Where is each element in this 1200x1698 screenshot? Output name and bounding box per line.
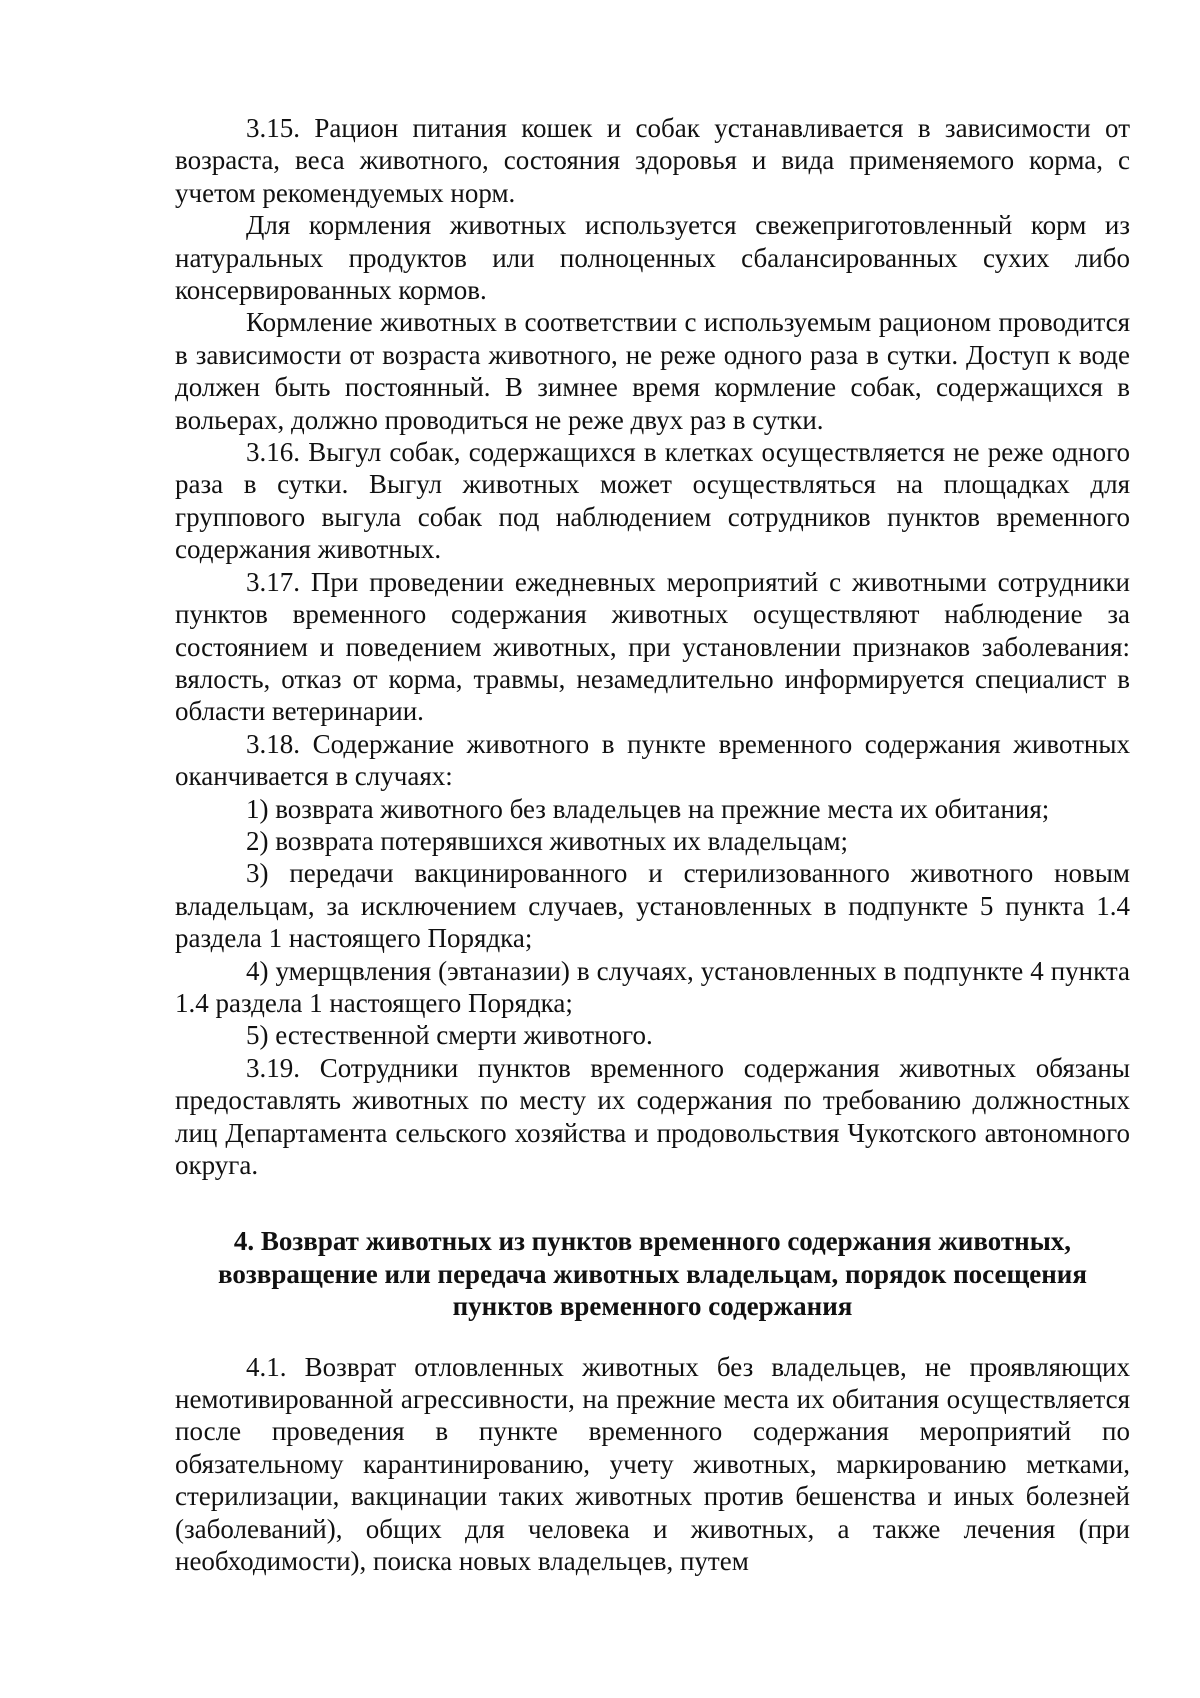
paragraph-3-15-feed: Для кормления животных используется свежеприготовленный корм из натуральных продуктов или полноценных сбалансированных сухих либо консервированных кормов. — [175, 210, 1130, 306]
list-item-3-18-5: 5) естественной смерти животного. — [246, 1020, 653, 1051]
list-item-3-18-2: 2) возврата потерявшихся животных их владельцам; — [246, 825, 849, 856]
paragraph-3-15: 3.15. Рацион питания кошек и собак устанавливается в зависимости от возраста, веса животного, состояния здоровья и вида применяемого корма, с учетом рекомендуемых норм. — [175, 113, 1130, 208]
paragraph-3-16: 3.16. Выгул собак, содержащихся в клетках осуществляется не реже одного раза в сутки. Выгул животных может осуществляться на площадках для группового выгула собак под наблюдением сотрудников пунктов временного содержания животных. — [175, 437, 1130, 565]
heading-line-2: возвращение или передача животных владельцам, порядок посещения — [218, 1258, 1087, 1289]
paragraph-3-19: 3.19. Сотрудники пунктов временного содержания животных обязаны предоставлять животных по месту их содержания по требованию должностных лиц Департамента сельского хозяйства и продовольствия Чукотского автономного округа. — [175, 1052, 1130, 1180]
document-page — [175, 112, 1130, 1577]
section-4-heading — [175, 1225, 1130, 1322]
list-item-3-18-1: 1) возврата животного без владельцев на прежние места их обитания; — [246, 793, 1050, 824]
paragraph-3-18: 3.18. Содержание животного в пункте временного содержания животных оканчивается в случаях: — [175, 728, 1130, 792]
heading-line-1: 4. Возврат животных из пунктов временного содержания животных, — [233, 1226, 1072, 1257]
paragraph-4-1: 4.1. Возврат отловленных животных без владельцев, не проявляющих немотивированной агрессивности, на прежние места их обитания осуществляется после проведения в пункте временного содержания мероприятий по обязательному карантинированию, учету животных, маркированию метками, стерилизации, вакцинации таких животных против бешенства и иных болезней (заболеваний), общих для человека и животных, а также лечения (при необходимости), поиска новых владельцев, путем — [175, 1351, 1130, 1577]
paragraph-3-15-schedule: Кормление животных в соответствии с используемым рационом проводится в зависимости от возраста животного, не реже одного раза в сутки. Доступ к воде должен быть постоянный. В зимнее время кормление собак, содержащихся в вольерах, должно проводиться не реже двух раз в сутки. — [175, 307, 1130, 435]
heading-line-3: пунктов временного содержания — [452, 1291, 853, 1322]
paragraph-3-17: 3.17. При проведении ежедневных мероприятий с животными сотрудники пунктов временного содержания животных осуществляют наблюдение за состоянием и поведением животных, при установлении признаков заболевания: вялость, отказ от корма, травмы, незамедлительно информируется специалист в области ветеринарии. — [175, 566, 1130, 727]
list-item-3-18-4: 4) умерщвления (эвтаназии) в случаях, установленных в подпункте 4 пункта 1.4 раздела 1 настоящего Порядка; — [175, 955, 1130, 1018]
list-item-3-18-3: 3) передачи вакцинированного и стерилизованного животного новым владельцам, за исключением случаев, установленных в подпункте 5 пункта 1.4 раздела 1 настоящего Порядка; — [175, 858, 1130, 954]
